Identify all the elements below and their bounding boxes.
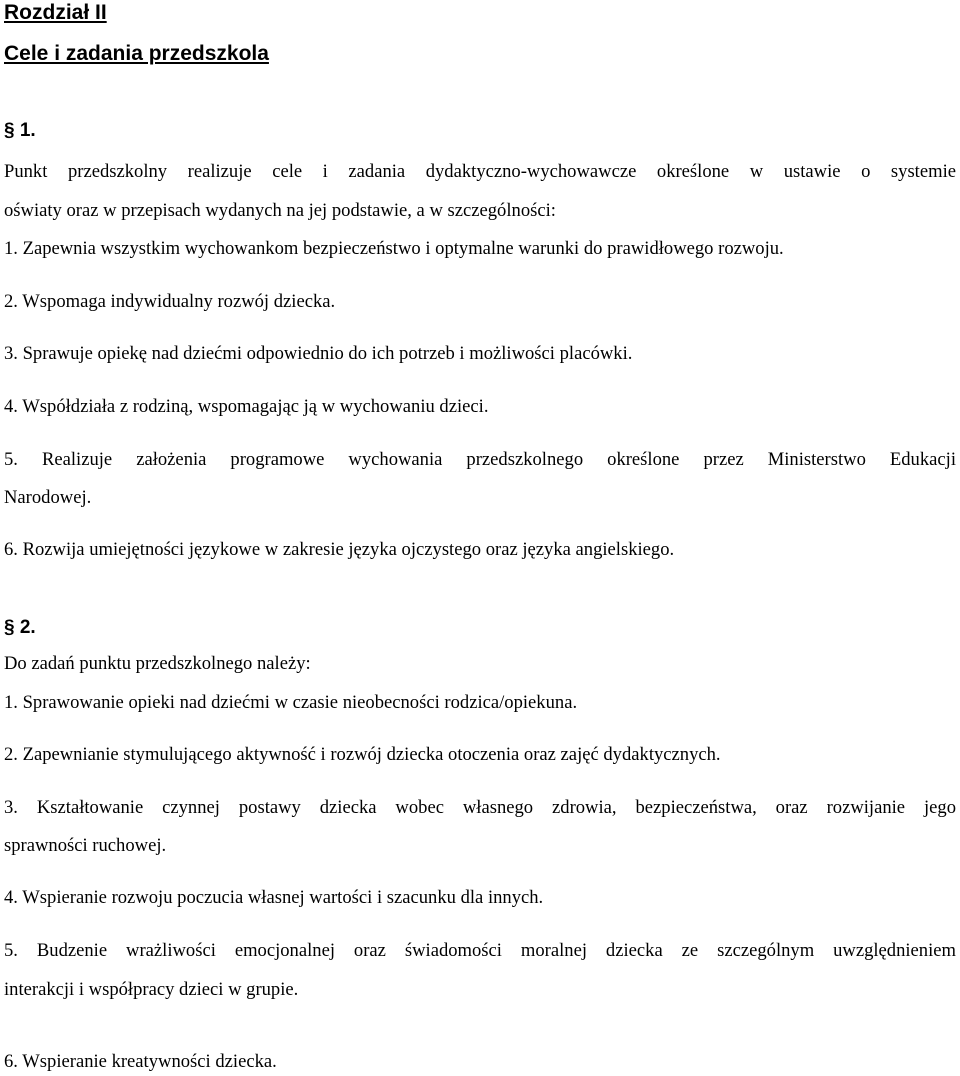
section-1-intro-line-2: oświaty oraz w przepisach wydanych na jej podstawie, a w szczególności: — [4, 200, 556, 221]
section-2-item-6: 6. Wspieranie kreatywności dziecka. — [4, 1051, 277, 1072]
chapter-subtitle: Cele i zadania przedszkola — [4, 42, 269, 65]
chapter-title: Rozdział II — [4, 1, 107, 24]
section-2-item-5-line-2: interakcji i współpracy dzieci w grupie. — [4, 979, 299, 1000]
section-2-heading: § 2. — [4, 617, 36, 638]
section-2-item-2: 2. Zapewnianie stymulującego aktywność i rozwój dziecka otoczenia oraz zajęć dydaktycznych. — [4, 744, 721, 765]
section-1-item-1: 1. Zapewnia wszystkim wychowankom bezpieczeństwo i optymalne warunki do prawidłowego rozwoju. — [4, 238, 784, 259]
section-1-item-6: 6. Rozwija umiejętności językowe w zakresie języka ojczystego oraz języka angielskiego. — [4, 539, 675, 560]
section-1-item-3: 3. Sprawuje opiekę nad dziećmi odpowiednio do ich potrzeb i możliwości placówki. — [4, 343, 633, 364]
section-1-intro-line-1: Punkt przedszkolny realizuje cele i zadania dydaktyczno-wychowawcze określone w ustawie o systemie — [4, 161, 956, 182]
section-2-item-3-line-2: sprawności ruchowej. — [4, 835, 167, 856]
section-1-item-5-line-2: Narodowej. — [4, 487, 92, 508]
section-2-item-3-line-1: 3. Kształtowanie czynnej postawy dziecka wobec własnego zdrowia, bezpieczeństwa, oraz rozwijanie jego — [4, 797, 956, 818]
section-2-item-5-line-1: 5. Budzenie wrażliwości emocjonalnej oraz świadomości moralnej dziecka ze szczególnym uwzględnieniem — [4, 940, 956, 961]
section-1-item-4: 4. Współdziała z rodziną, wspomagając ją w wychowaniu dzieci. — [4, 396, 489, 417]
section-1-item-2: 2. Wspomaga indywidualny rozwój dziecka. — [4, 291, 336, 312]
section-2-intro: Do zadań punktu przedszkolnego należy: — [4, 653, 311, 674]
section-2-item-4: 4. Wspieranie rozwoju poczucia własnej wartości i szacunku dla innych. — [4, 887, 544, 908]
section-1-item-5-line-1: 5. Realizuje założenia programowe wychowania przedszkolnego określone przez Ministerstwo Edukacji — [4, 449, 956, 470]
section-1-heading: § 1. — [4, 120, 36, 141]
section-2-item-1: 1. Sprawowanie opieki nad dziećmi w czasie nieobecności rodzica/opiekuna. — [4, 692, 578, 713]
